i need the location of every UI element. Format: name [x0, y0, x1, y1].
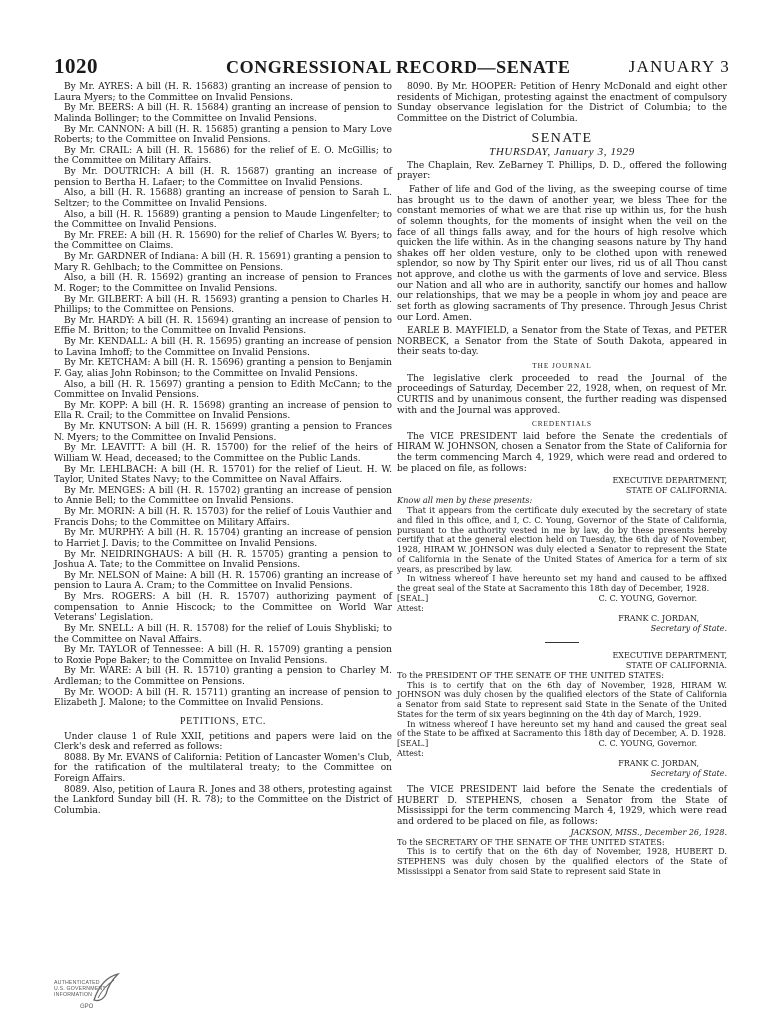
stephens-certificate-text: This is to certify that on the 6th day of November, 1928, HUBERT D. STEPHENS was duly chosen by the qualified electors of the State of Mississippi a Senator from said State to represent said State in	[397, 846, 727, 876]
bill-entry: By Mr. WOOD: A bill (H. R. 15711) granting an increase of pension to Elizabeth J. Malone; to the Committee on Invalid Pensions.	[54, 687, 392, 709]
petitions-heading: PETITIONS, ETC.	[180, 715, 266, 727]
gpo-label: GPO	[80, 1004, 94, 1010]
petition-entry: 8088. By Mr. EVANS of California: Petition of Lancaster Women's Club, for the ratification of the multilateral treaty; to the Committee on Foreign Affairs.	[54, 752, 392, 784]
bill-entry: By Mr. KOPP: A bill (H. R. 15698) granting an increase of pension to Ella R. Crail; to the Committee on Invalid Pensions.	[54, 400, 392, 422]
cert1-state: STATE OF CALIFORNIA.	[625, 486, 727, 496]
page-header	[54, 52, 730, 82]
eagle-seal-icon	[90, 972, 120, 1006]
petition-list	[54, 732, 392, 817]
running-title: CONGRESSIONAL RECORD—SENATE	[226, 57, 571, 77]
cert2-body: This is to certify that on the 6th day of November, 1928, HIRAM W. JOHNSON was duly chosen by the qualified electors of the State of California a Senator from said State to represent said State in the Senate of the United States for the term of six years beginning on the 4th day of March, 1929.	[397, 679, 727, 719]
bill-entry: By Mr. KENDALL: A bill (H. R. 15695) granting an increase of pension to Lavina Imhoff; to the Committee on Invalid Pensions.	[54, 337, 392, 358]
section-divider	[545, 642, 579, 643]
cert2-attest: Attest:	[397, 749, 424, 758]
left-column	[54, 82, 392, 817]
bill-entry: By Mr. MORIN: A bill (H. R. 15703) for the relief of Louis Vauthier and Francis Dohs; to the Committee on Military Affairs.	[54, 507, 392, 528]
cert2-secretary-name: FRANK C. JORDAN,	[618, 759, 699, 768]
journal-heading: THE JOURNAL	[532, 362, 592, 370]
credentials-heading: CREDENTIALS	[531, 420, 593, 429]
bill-entry: By Mr. CANNON: A bill (H. R. 15685) granting a pension to Mary Love Roberts; to the Committee on Invalid Pensions.	[54, 124, 392, 146]
cert1-governor: C. C. YOUNG, Governor.	[598, 593, 697, 603]
bill-entry: Also, a bill (H. R. 15688) granting an increase of pension to Sarah L. Seltzer; to the Committee on Invalid Pensions.	[54, 188, 392, 209]
cert2-governor: C. C. YOUNG, Governor.	[598, 739, 697, 748]
bill-entry: By Mr. WARE: A bill (H. R. 15710) granting a pension to Charley M. Ardleman; to the Committee on Pensions.	[54, 666, 392, 687]
to-secretary: To the SECRETARY OF THE SENATE OF THE UNITED STATES:	[397, 836, 665, 847]
cert2-state: STATE OF CALIFORNIA.	[625, 660, 727, 670]
cert2-dept: EXECUTIVE DEPARTMENT,	[612, 650, 727, 660]
senators-appeared: EARLE B. MAYFIELD, a Senator from the State of Texas, and PETER NORBECK, a Senator from the State of South Dakota, appeared in their seats to-day.	[397, 326, 727, 358]
session-date: THURSDAY, January 3, 1929	[489, 146, 635, 159]
cert2-to: To the PRESIDENT OF THE SENATE OF THE UNITED STATES:	[397, 669, 665, 680]
cert2-seal: [SEAL.]	[397, 739, 429, 748]
right-column	[397, 82, 727, 877]
bill-entry: By Mr. KNUTSON: A bill (H. R. 15699) granting a pension to Frances N. Myers; to the Committee on Invalid Pensions.	[54, 422, 392, 443]
page-number: 1020	[54, 54, 98, 78]
gpo-authentication-text: AUTHENTICATED U.S. GOVERNMENT INFORMATION	[54, 980, 106, 998]
cert1-salutation: Know all men by these presents:	[397, 495, 533, 506]
bill-entry: By Mr. LEAVITT: A bill (H. R. 15700) for the relief of the heirs of William W. Head, deceased; to the Committee on the Public Lands.	[54, 443, 392, 464]
bill-entry: By Mr. KETCHAM: A bill (H. R. 15696) granting a pension to Benjamin F. Gay, alias John Robinson; to the Committee on Invalid Pensions.	[54, 358, 392, 379]
gpo-authentication-seal	[54, 972, 134, 1016]
jackson-dateline: JACKSON, MISS., December 26, 1928.	[570, 827, 727, 837]
bill-entry: By Mr. GILBERT: A bill (H. R. 15693) granting a pension to Charles H. Phillips; to the Committee on Pensions.	[54, 294, 392, 316]
cert1-secretary-title: Secretary of State.	[650, 623, 727, 633]
cert2-secretary-title: Secretary of State.	[650, 769, 727, 778]
cert1-dept: EXECUTIVE DEPARTMENT,	[612, 476, 727, 486]
petition-8090: 8090. By Mr. HOOPER: Petition of Henry McDonald and eight other residents of Michigan, protesting against the enactment of compulsory Sunday observance legislation for the District of Columbia; to the Committee on the District of Columbia.	[397, 82, 727, 124]
bill-entry: By Mr. FREE: A bill (H. R. 15690) for the relief of Charles W. Byers; to the Committee on Claims.	[54, 230, 392, 252]
senate-heading: SENATE	[531, 130, 593, 146]
bill-entry: By Mr. HARDY: A bill (H. R. 15694) granting an increase of pension to Effie M. Britton; to the Committee on Invalid Pensions.	[54, 315, 392, 337]
bill-entry: By Mr. SNELL: A bill (H. R. 15708) for the relief of Louis Shybliski; to the Committee on Naval Affairs.	[54, 623, 392, 645]
page-date: JANUARY 3	[628, 57, 730, 76]
vp-johnson-paragraph: The VICE PRESIDENT laid before the Senate the credentials of HIRAM W. JOHNSON, chosen a Senator from the State of California for the term commencing March 4, 1929, which were read and ordered to be placed on file, as follows:	[397, 431, 727, 474]
petition-entry: Under clause 1 of Rule XXII, petitions and papers were laid on the Clerk's desk and referred as follows:	[54, 731, 392, 753]
cert1-attest: Attest:	[397, 603, 424, 613]
cert1-body: That it appears from the certificate duly executed by the secretary of state and filed in this office, and I, C. C. Young, Governor of the State of California, pursuant to the authority vested in me by law, do by these presents hereby certify that at the general election held on Tuesday, the 6th day of November, 1928, HIRAM W. JOHNSON was duly elected a Senator to represent the State of California in the Senate of the United States of America for a term of six years, as prescribed by law.	[397, 505, 727, 574]
chaplain-paragraph: The Chaplain, Rev. ZeBarney T. Phillips, D. D., offered the following prayer:	[397, 160, 727, 182]
cert2-witness: In witness whereof I have hereunto set my hand and caused the great seal of the State to be affixed at Sacramento this 18th day of December, A. D. 1928.	[397, 718, 727, 739]
bill-entry: By Mr. NELSON of Maine: A bill (H. R. 15706) granting an increase of pension to Laura A. Cram; to the Committee on Invalid Pensions.	[54, 570, 392, 592]
bill-entry: By Mr. BEERS: A bill (H. R. 15684) granting an increase of pension to Malinda Bollinger; to the Committee on Invalid Pensions.	[54, 103, 392, 124]
bill-entry: By Mr. CRAIL: A bill (H. R. 15686) for the relief of E. O. McGillis; to the Committee on Military Affairs.	[54, 145, 392, 167]
petition-entry: 8089. Also, petition of Laura R. Jones and 38 others, protesting against the Lankford Sunday bill (H. R. 78); to the Committee on the District of Columbia.	[54, 784, 392, 816]
journal-paragraph: The legislative clerk proceeded to read the Journal of the proceedings of Saturday, December 22, 1928, when, on request of Mr. CURTIS and by unanimous consent, the further reading was dispensed with and the Journal was approved.	[397, 373, 727, 416]
bill-entry: Also, a bill (H. R. 15689) granting a pension to Maude Lingenfelter; to the Committee on Invalid Pensions.	[54, 209, 392, 231]
bill-entry: By Mr. NEIDRINGHAUS: A bill (H. R. 15705) granting a pension to Joshua A. Tate; to the Committee on Invalid Pensions.	[54, 549, 392, 571]
bill-entry: By Mr. TAYLOR of Tennessee: A bill (H. R. 15709) granting a pension to Roxie Pope Baker; to the Committee on Invalid Pensions.	[54, 645, 392, 666]
cert1-witness: In witness whereof I have hereunto set my hand and caused to be affixed the great seal of the State at Sacramento this 18th day of December, 1928.	[397, 573, 727, 593]
bill-entry: By Mrs. ROGERS: A bill (H. R. 15707) authorizing payment of compensation to Annie Hiscock; to the Committee on World War Veterans' Legislation.	[54, 592, 392, 624]
bill-list	[54, 82, 392, 709]
bill-entry: Also, a bill (H. R. 15697) granting a pension to Edith McCann; to the Committee on Invalid Pensions.	[54, 379, 392, 401]
cert1-seal-row	[397, 594, 727, 604]
bill-entry: By Mr. MURPHY: A bill (H. R. 15704) granting an increase of pension to Harriet J. Davis; to the Committee on Invalid Pensions.	[54, 528, 392, 549]
certificate-2	[397, 651, 727, 779]
bill-entry: By Mr. LEHLBACH: A bill (H. R. 15701) for the relief of Lieut. H. W. Taylor, United States Navy; to the Committee on Naval Affairs.	[54, 464, 392, 486]
bill-entry: By Mr. AYRES: A bill (H. R. 15683) granting an increase of pension to Laura Myers; to the Committee on Invalid Pensions.	[54, 82, 392, 103]
cert1-secretary-name: FRANK C. JORDAN,	[618, 613, 699, 623]
bill-entry: By Mr. MENGES: A bill (H. R. 15702) granting an increase of pension to Annie Bell; to the Committee on Invalid Pensions.	[54, 485, 392, 507]
vp-stephens-paragraph: The VICE PRESIDENT laid before the Senate the credentials of HUBERT D. STEPHENS, chosen a Senator from the State of Mississippi for the term commencing March 4, 1929, which were read and ordered to be placed on file, as follows:	[397, 785, 727, 827]
prayer-text: Father of life and God of the living, as the sweeping course of time has brought us to the dawn of another year, we bless Thee for the constant memories of what we are that rise up within us, for the hush of solemn thoughts, for the moments of insight when the veil on the face of all things falls away, and for the hours of high resolve which quicken the life within. As in the changing seasons nature by Thy hand shakes off her olden vesture, only to be clothed upon with renewed splendor, so now by Thy Spirit enter our lives, rid us of all Thou canst not approve, and clothe us with the garments of love and service. Bless our Nation and all who are in authority, sanctify our homes and hallow our relationships, that we may be a people in whom joy and peace are set forth as glowing sacraments of Thy presence. Through Jesus Christ our Lord. Amen.	[397, 185, 727, 323]
bill-entry: By Mr. DOUTRICH: A bill (H. R. 15687) granting an increase of pension to Bertha H. Lafaer; to the Committee on Invalid Pensions.	[54, 167, 392, 188]
cert2-seal-row	[397, 739, 727, 749]
bill-entry: By Mr. GARDNER of Indiana: A bill (H. R. 15691) granting a pension to Mary R. Gehlbach; to the Committee on Pensions.	[54, 252, 392, 273]
cert1-seal: [SEAL.]	[397, 593, 429, 603]
certificate-1	[397, 476, 727, 634]
bill-entry: Also, a bill (H. R. 15692) granting an increase of pension to Frances M. Roger; to the Committee on Invalid Pensions.	[54, 273, 392, 294]
